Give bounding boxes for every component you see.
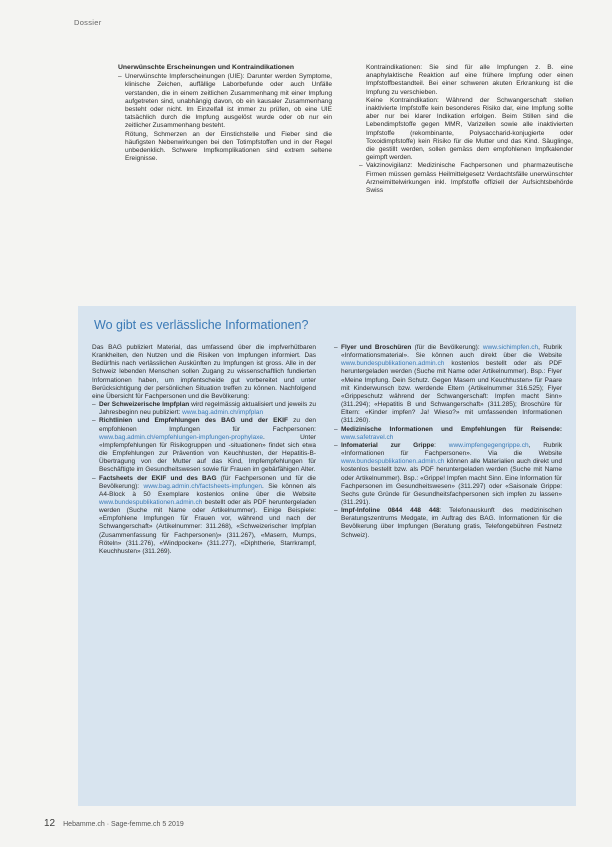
item-text: bestellt oder als PDF heruntergeladen werden (Suche mit Name oder Artikelnummer). Einige Beispiele: «Empfohlene Impfungen für Frauen vor, während und nach der Schwangerschaft» (Artikelnummer: 311.268), «Schweizerischer Impfplan (Zusammenfassung für Fachpersonen)» (311.267), «Masern, Mumps, Röteln» (311.276), «Windpocken» (311.277), «Diphtherie, Starrkrampf, Keuchhusten» (311.269). <box>99 498 316 555</box>
section-label: Dossier <box>74 18 102 27</box>
publication-name: Hebamme.ch · Sage-femme.ch 5 2019 <box>63 821 184 828</box>
impfplan-link[interactable]: www.bag.admin.ch/impfplan <box>182 409 264 417</box>
item-text: kostenlos bestellt oder als PDF heruntergeladen werden (Suche mit Name oder Artikelnummer). Bsp.: Flyer «Meine Impfung. Dein Schutz. Gegen Masern und Keuchhusten» für Paare mit Kinderwunsch bzw. werdende Eltern (Artikelnummer 316.525); Flyer «Grippeschutz während der Schwangerschaft: Impfen macht Sinn» (311.294); «Hepatitis B und Schwangerschaft» (311.285); Broschüre für Eltern: «Kinder impfen? Ja! Wieso?» mit umfassenden Informationen (311.260). <box>341 360 562 425</box>
item-text: (für die Bevölkerung): <box>411 344 480 351</box>
info-box-left-column <box>92 344 316 556</box>
item-text: , Rubrik «Informationen für Fachpersonen». Via die Website <box>341 441 562 458</box>
no-contraindication-paragraph: Keine Kontraindikation: Während der Schwangerschaft stellen inaktivierte Impfstoffe kein besonderes Risiko dar, eine Impfung sollte aber nur bei klarer Indikation erfolgen. Beim Stillen sind die Lebendimpfstoffe gegen MMR, Varizellen sowie alle inaktivierten Impfstoffe (rekombinante, Polysaccharid-konjugierte oder Toxoidimpfstoffe) kein Risiko für die Mutter und das Kind. Säuglinge, die gestillt werden, sollen gemäss dem empfohlenen Impfkalender geimpft werden. <box>366 96 573 162</box>
factsheets-link[interactable]: www.bag.admin.ch/factsheets-impfungen <box>143 482 263 490</box>
item-text: : <box>434 441 436 449</box>
info-item-travel <box>334 426 562 442</box>
item-text: : Telefonauskunft des medizinischen Beratungszentrums Medgate, im Auftrag des BAG. Informationen für die Bevölkerung über Impfungen (Beratung gratis, Telefongebühren Festnetz Schweiz). <box>341 507 562 539</box>
info-item-infoline <box>334 507 562 540</box>
safetravel-link[interactable]: www.safetravel.ch <box>341 433 394 441</box>
item-text: (für Fachpersonen und für die Bevölkerung): <box>99 474 316 490</box>
page-footer <box>44 818 184 829</box>
item-title: Medizinische Informationen und Empfehlungen für Reisende: <box>341 425 562 433</box>
publications-link[interactable]: www.bundespublikationen.admin.ch <box>99 498 203 506</box>
flu-link[interactable]: www.impfengegengrippe.ch <box>448 441 529 449</box>
item-title: Der Schweizerische Impfplan <box>99 401 190 409</box>
item-title: Flyer und Broschüren <box>341 344 412 351</box>
guidelines-link[interactable]: www.bag.admin.ch/empfehlungen-impfungen-prophylaxe <box>99 433 264 441</box>
item-text: zu den empfohlenen Impfungen für Fachpersonen: <box>99 417 316 433</box>
right-column <box>359 64 573 195</box>
sichimpfen-link[interactable]: www.sichimpfen.ch <box>482 344 539 351</box>
vaccinovigilance-item: – Vakzinovigilanz: Medizinische Fachpersonen und pharmazeutische Firmen müssen gemäss Heilmittelgesetz Verdachtsfälle unerwünschter Arzneimittelwirkungen inkl. Impfstoffe offiziell der Aufsichtsbehörde Swiss <box>359 162 573 195</box>
item-title: Richtlinien und Empfehlungen des BAG und der EKIF <box>99 417 288 425</box>
side-effects-item-continued: Rötung, Schmerzen an der Einstichstelle und Fieber sind die häufigsten Nebenwirkungen bei den Totimpfstoffen und in der Regel unbedenklich. Schwere Impfkomplikationen sind extrem seltene Ereignisse. <box>125 130 332 163</box>
info-box-right-column <box>334 344 562 540</box>
item-text: . Sie können als A4-Block à 50 Exemplare kostenlos online über die Website <box>99 482 316 498</box>
page-number: 12 <box>44 818 56 829</box>
side-effects-item: – Unerwünschte Impferscheinungen (UIE): Darunter werden Symptome, klinische Zeichen, auffällige Laborbefunde oder auch Unfälle verstanden, die in einem zeitlichen Zusammenhang mit einer Impfung aufgetreten sind, unabhängig davon, ob ein kausaler Zusammenhang besteht oder nicht. Im Einzelfall ist immer zu prüfen, ob eine UIE tatsächlich durch die Impfung ausgelöst wurde oder ob nur ein zeitlicher Zusammenhang besteht. <box>118 73 332 130</box>
item-text: . Unter «Impfempfehlungen für Risikogruppen und -situationen» findet sich etwa die Empfehlungen zur Prävention von Keuchhusten, der Hepatitis-B-Übertragung von der Mutter auf das Kind, Impfempfehlungen für Beschäftigte im Gesundheitswesen sowie für Frauen im gebärfähigen Alter. <box>99 433 316 474</box>
info-intro: Das BAG publiziert Material, das umfassend über die impfverhütbaren Krankheiten, den Nutzen und die Risiken von Impfungen informiert. Das Bedürfnis nach verlässlichen Auskünften zu Impfungen ist gross. Alle in der Schweiz lebenden Menschen sollen Zugang zu wissenschaftlich fundierten Informationen haben, um impfentscheide gut vorbereitet und unter Berücksichtigung der persönlichen Situation treffen zu können. Nachfolgend eine Übersicht für Fachpersonen und die Bevölkerung: <box>92 344 316 400</box>
info-item-flu <box>334 442 562 507</box>
left-column <box>118 64 332 163</box>
item-title: Factsheets der EKIF und des BAG <box>99 474 217 482</box>
item-text: , Rubrik «Informationsmaterial». Sie können auch direkt über die Website <box>341 344 562 360</box>
info-box <box>78 306 576 806</box>
publications-link[interactable]: www.bundespublikationen.admin.ch <box>341 458 445 466</box>
contraindications-paragraph: Kontraindikationen: Sie sind für alle Impfungen z. B. eine anaphylaktische Reaktion auf eine frühere Impfung oder einen Impfstoffbestandteil. Bei einer schweren akuten Erkrankung ist die Impfung zu verschieben. <box>366 64 573 96</box>
info-item-flyers <box>334 344 562 426</box>
item-title: Infomaterial zur Grippe <box>341 441 435 449</box>
item-text: wird regelmässig aktualisiert und jeweils zu Jahresbeginn neu publiziert: <box>99 401 316 417</box>
info-item-impfplan <box>92 401 316 417</box>
info-box-title: Wo gibt es verlässliche Informationen? <box>94 318 309 332</box>
publications-link[interactable]: www.bundespublikationen.admin.ch <box>341 360 445 368</box>
item-text: können alle Materialien auch direkt und kostenlos bestellt bzw. als PDF heruntergeladen werden (Suche mit Name oder Artikelnummer). Bsp.: «Grippe! Impfen macht Sinn. Eine Information für Fachpersonen im Gesundheitswesen» (311.297) oder «Saisonale Grippe: Sechs gute Gründe für Gesundheitsfachpersonen sich impfen zu lassen» (311.291). <box>341 458 562 506</box>
item-title: Impf-Infoline 0844 448 448 <box>341 507 440 515</box>
info-item-guidelines <box>92 417 316 474</box>
section-heading: Unerwünschte Erscheinungen und Kontraindikationen <box>118 64 294 71</box>
info-item-factsheets <box>92 475 316 557</box>
